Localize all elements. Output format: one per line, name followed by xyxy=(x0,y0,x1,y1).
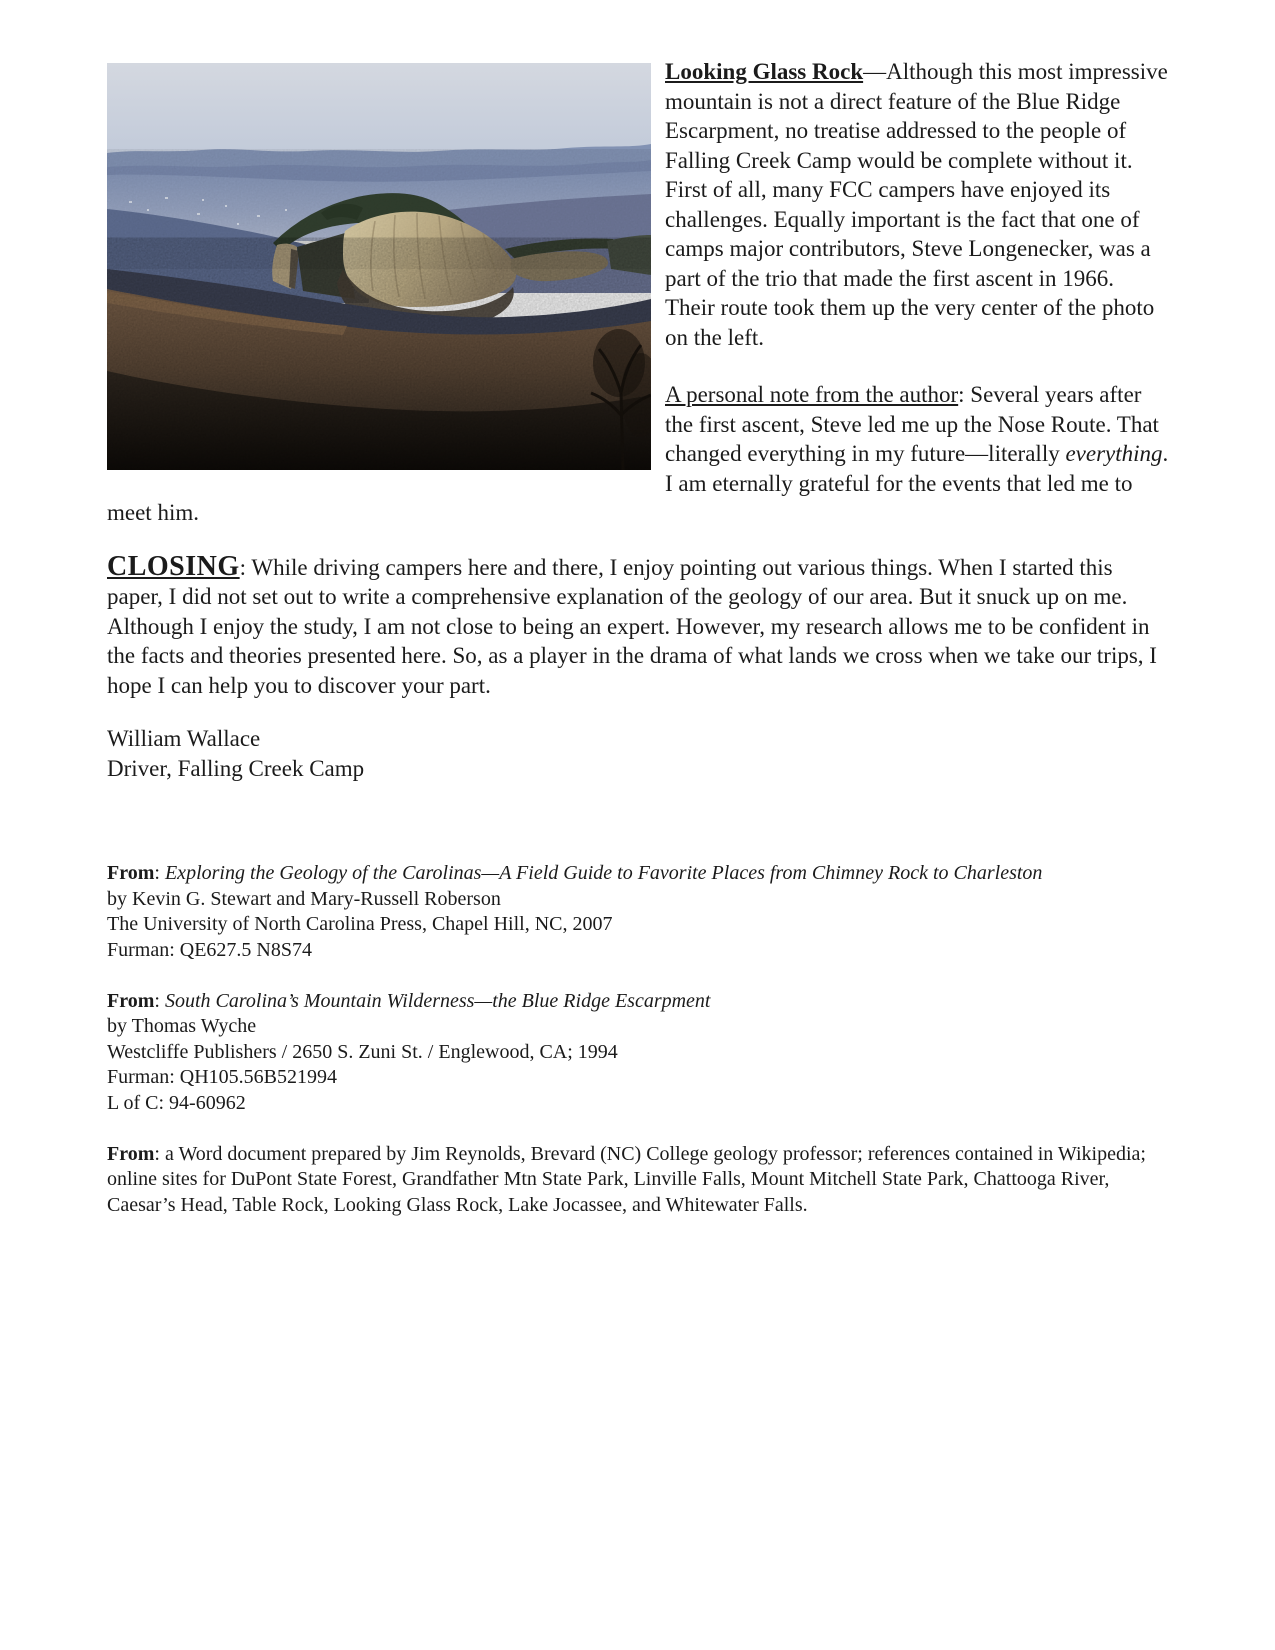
reference-2-loc-number: L of C: 94-60962 xyxy=(107,1091,246,1114)
reference-1-title: Exploring the Geology of the Carolinas—A Field Guide to Favorite Places from Chimney Rock to Charleston xyxy=(164,862,1043,884)
signature-block xyxy=(107,724,1169,783)
signature-name: William Wallace xyxy=(107,726,261,751)
reference-1-call-number: Furman: QE627.5 N8S74 xyxy=(107,938,312,961)
closing-heading: CLOSING xyxy=(107,550,240,582)
looking-glass-heading: Looking Glass Rock xyxy=(665,59,864,84)
reference-document-3 xyxy=(107,1142,1169,1219)
looking-glass-rock-photo xyxy=(107,63,651,470)
closing-body: : While driving campers here and there, I enjoy pointing out various things. When I started this paper, I did not set out to write a comprehensive explanation of the geology of our area. But it snuck up on me. Although I enjoy the study, I am not close to being an expert. However, my research allows me to be confident in the facts and theories presented here. So, as a player in the drama of what lands we cross when we take our trips, I hope I can help you to discover your part. xyxy=(107,554,1157,698)
reference-3-text: : a Word document prepared by Jim Reynolds, Brevard (NC) College geology professor; references contained in Wikipedia; online sites for DuPont State Forest, Grandfather Mtn State Park, Linville Falls, Mount Mitchell State Park, Chattooga River, Caesar’s Head, Table Rock, Looking Glass Rock, Lake Jocassee, and Whitewater Falls. xyxy=(107,1142,1146,1216)
reference-2-title: South Carolina’s Mountain Wilderness—the Blue Ridge Escarpment xyxy=(164,989,711,1012)
reference-1-separator: : xyxy=(154,862,165,884)
reference-1-publisher: The University of North Carolina Press, Chapel Hill, NC, 2007 xyxy=(107,913,613,935)
reference-1-label: From xyxy=(107,862,155,884)
mountain-photo-illustration xyxy=(107,63,651,470)
reference-3-label: From xyxy=(107,1142,155,1165)
references-section xyxy=(107,861,1169,1218)
reference-2-call-number: Furman: QH105.56B521994 xyxy=(107,1066,337,1088)
reference-1-authors: by Kevin G. Stewart and Mary-Russell Roberson xyxy=(107,887,501,910)
signature-role: Driver, Falling Creek Camp xyxy=(107,755,365,781)
personal-note-italic-word: everything xyxy=(1065,441,1163,466)
reference-2-separator: : xyxy=(154,989,165,1012)
reference-2-label: From xyxy=(107,989,155,1012)
reference-book-1 xyxy=(107,861,1169,963)
looking-glass-body: —Although this most impressive mountain is not a direct feature of the Blue Ridge Escarpment, no treatise addressed to the people of Falling Creek Camp would be complete without it. First of all, many FCC campers have enjoyed its challenges. Equally important is the fact that one of camps major contributors, Steve Longenecker, was a part of the trio that made the first ascent in 1966. Their route took them up the very center of the photo on the left. xyxy=(665,59,1168,350)
personal-note-heading: A personal note from the author xyxy=(665,382,959,407)
reference-2-author: by Thomas Wyche xyxy=(107,1015,257,1037)
reference-book-2 xyxy=(107,989,1169,1117)
personal-note-body-2: . I am eternally grateful for the events that led me to meet him. xyxy=(107,441,1169,525)
para-closing xyxy=(107,552,1169,701)
reference-2-publisher: Westcliffe Publishers / 2650 S. Zuni St. / Englewood, CA; 1994 xyxy=(107,1040,618,1063)
personal-note-body-1: : Several years after the first ascent, Steve led me up the Nose Route. That changed everything in my future—literally xyxy=(665,382,1159,466)
